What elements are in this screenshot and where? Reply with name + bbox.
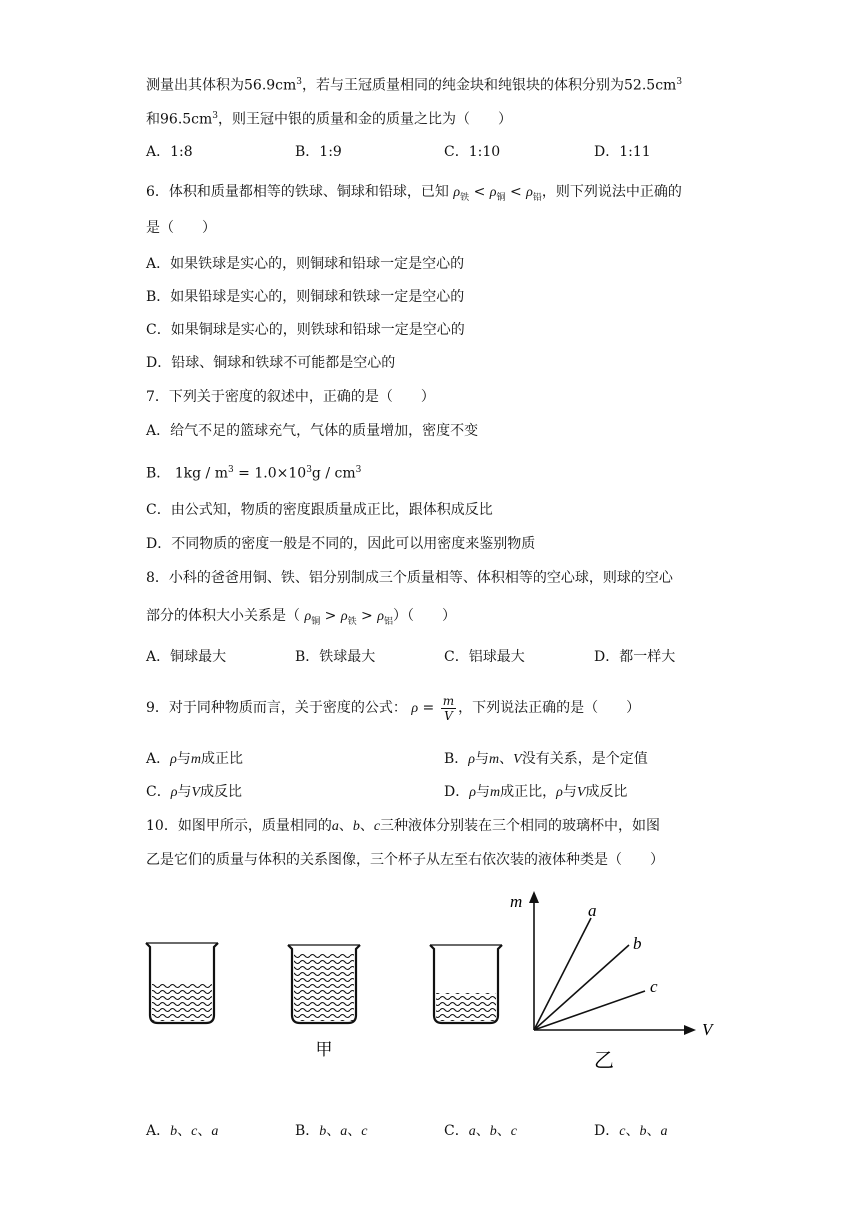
q9-option-a[interactable]: A．ρ与m成正比 [146, 751, 243, 767]
line-label-a: a [588, 901, 597, 920]
q10-stem-line-2: 乙是它们的质量与体积的关系图像，三个杯子从左至右依次装的液体种类是（ ） [146, 852, 664, 868]
q9-stem: 9．对于同种物质而言，关于密度的公式： ρ = $\frac{m}{V}$ ，下列说法正确的是（ ） [146, 693, 641, 723]
q7-option-c[interactable]: C．由公式知，物质的密度跟质量成正比，跟体积成反比 [146, 502, 493, 518]
q9-option-d[interactable]: D．ρ与m成正比，ρ与V成反比 [444, 784, 628, 800]
q10-options [146, 1121, 716, 1141]
q7-option-d[interactable]: D．不同物质的密度一般是不同的，因此可以用密度来鉴别物质 [146, 536, 536, 552]
q6-option-b[interactable]: B．如果铅球是实心的，则铜球和铁球一定是空心的 [146, 289, 465, 305]
beaker-1 [146, 943, 218, 1023]
axis-label-v: V [702, 1020, 713, 1039]
m-axis-arrow [529, 891, 539, 903]
line-b [534, 945, 629, 1030]
v-axis-arrow [684, 1025, 696, 1035]
q6-stem-line-1: 6．体积和质量都相等的铁球、铜球和铅球，已知 $\rho_铁 < \rho_铜 < \rho_铅$，则下列说法中正确的 [146, 184, 682, 203]
q5-line-1: 测量出其体积为$56.9cm^3$，若与王冠质量相同的纯金块和纯银块的体积分别为$52.5cm^3$ [146, 77, 683, 94]
beaker-2 [288, 945, 360, 1023]
figure-jia-label: 甲 [315, 1040, 333, 1059]
q7-option-a[interactable]: A．给气不足的篮球充气，气体的质量增加，密度不变 [146, 423, 479, 439]
q8-options [146, 647, 716, 667]
q9-option-b[interactable]: B．ρ与m、V没有关系，是个定值 [444, 751, 648, 767]
figure-yi [500, 885, 725, 1075]
q5-option-d[interactable]: D．1:11 [594, 144, 651, 160]
figure-yi-label: 乙 [594, 1050, 614, 1072]
q5-line-2: 和$96.5cm^3$，则王冠中银的质量和金的质量之比为（ ） [146, 111, 513, 128]
q9-options-row-1 [146, 749, 716, 769]
q8-stem-line-2: 部分的体积大小关系是（ $\rho_铜 > \rho_铁 > \rho_铝$）（ ） [146, 608, 456, 627]
q5-option-b[interactable]: B．1:9 [295, 144, 342, 160]
beaker-3 [430, 945, 502, 1023]
q7-option-b[interactable]: B． $1kg / m^3 = 1.0\times 10^3g / cm^3$ [146, 465, 362, 482]
q7-stem: 7．下列关于密度的叙述中，正确的是（ ） [146, 389, 435, 405]
q8-option-d[interactable]: D．都一样大 [594, 649, 676, 665]
line-label-c: c [650, 977, 658, 996]
line-label-b: b [633, 934, 642, 953]
figure-jia [140, 935, 510, 1065]
q5-option-a[interactable]: A．1:8 [146, 144, 193, 160]
q9-option-c[interactable]: C．ρ与V成反比 [146, 784, 243, 800]
q8-option-b[interactable]: B．铁球最大 [295, 649, 376, 665]
q6-option-c[interactable]: C．如果铜球是实心的，则铁球和铅球一定是空心的 [146, 322, 465, 338]
q8-stem-line-1: 8．小科的爸爸用铜、铁、铝分别制成三个质量相等、体积相等的空心球，则球的空心 [146, 570, 673, 586]
q10-option-a[interactable]: A．b、c、a [146, 1123, 219, 1139]
q10-option-d[interactable]: D．c、b、a [594, 1123, 668, 1139]
q10-option-c[interactable]: C．a、b、c [444, 1123, 517, 1139]
q6-option-a[interactable]: A．如果铁球是实心的，则铜球和铅球一定是空心的 [146, 256, 465, 272]
q9-options-row-2 [146, 782, 716, 802]
q6-option-d[interactable]: D．铅球、铜球和铁球不可能都是空心的 [146, 355, 396, 371]
axis-label-m: m [510, 892, 523, 911]
q8-option-a[interactable]: A．铜球最大 [146, 649, 227, 665]
q6-stem-line-2: 是（ ） [146, 220, 216, 236]
q10-stem-line-1: 10．如图甲所示，质量相同的a、b、c三种液体分别装在三个相同的玻璃杯中，如图 [146, 818, 661, 834]
q5-option-c[interactable]: C．1:10 [444, 144, 501, 160]
q10-option-b[interactable]: B．b、a、c [295, 1123, 368, 1139]
q8-option-c[interactable]: C．铝球最大 [444, 649, 525, 665]
density-fraction: $\frac{m}{V}$ [442, 693, 455, 723]
q5-options [146, 142, 716, 162]
